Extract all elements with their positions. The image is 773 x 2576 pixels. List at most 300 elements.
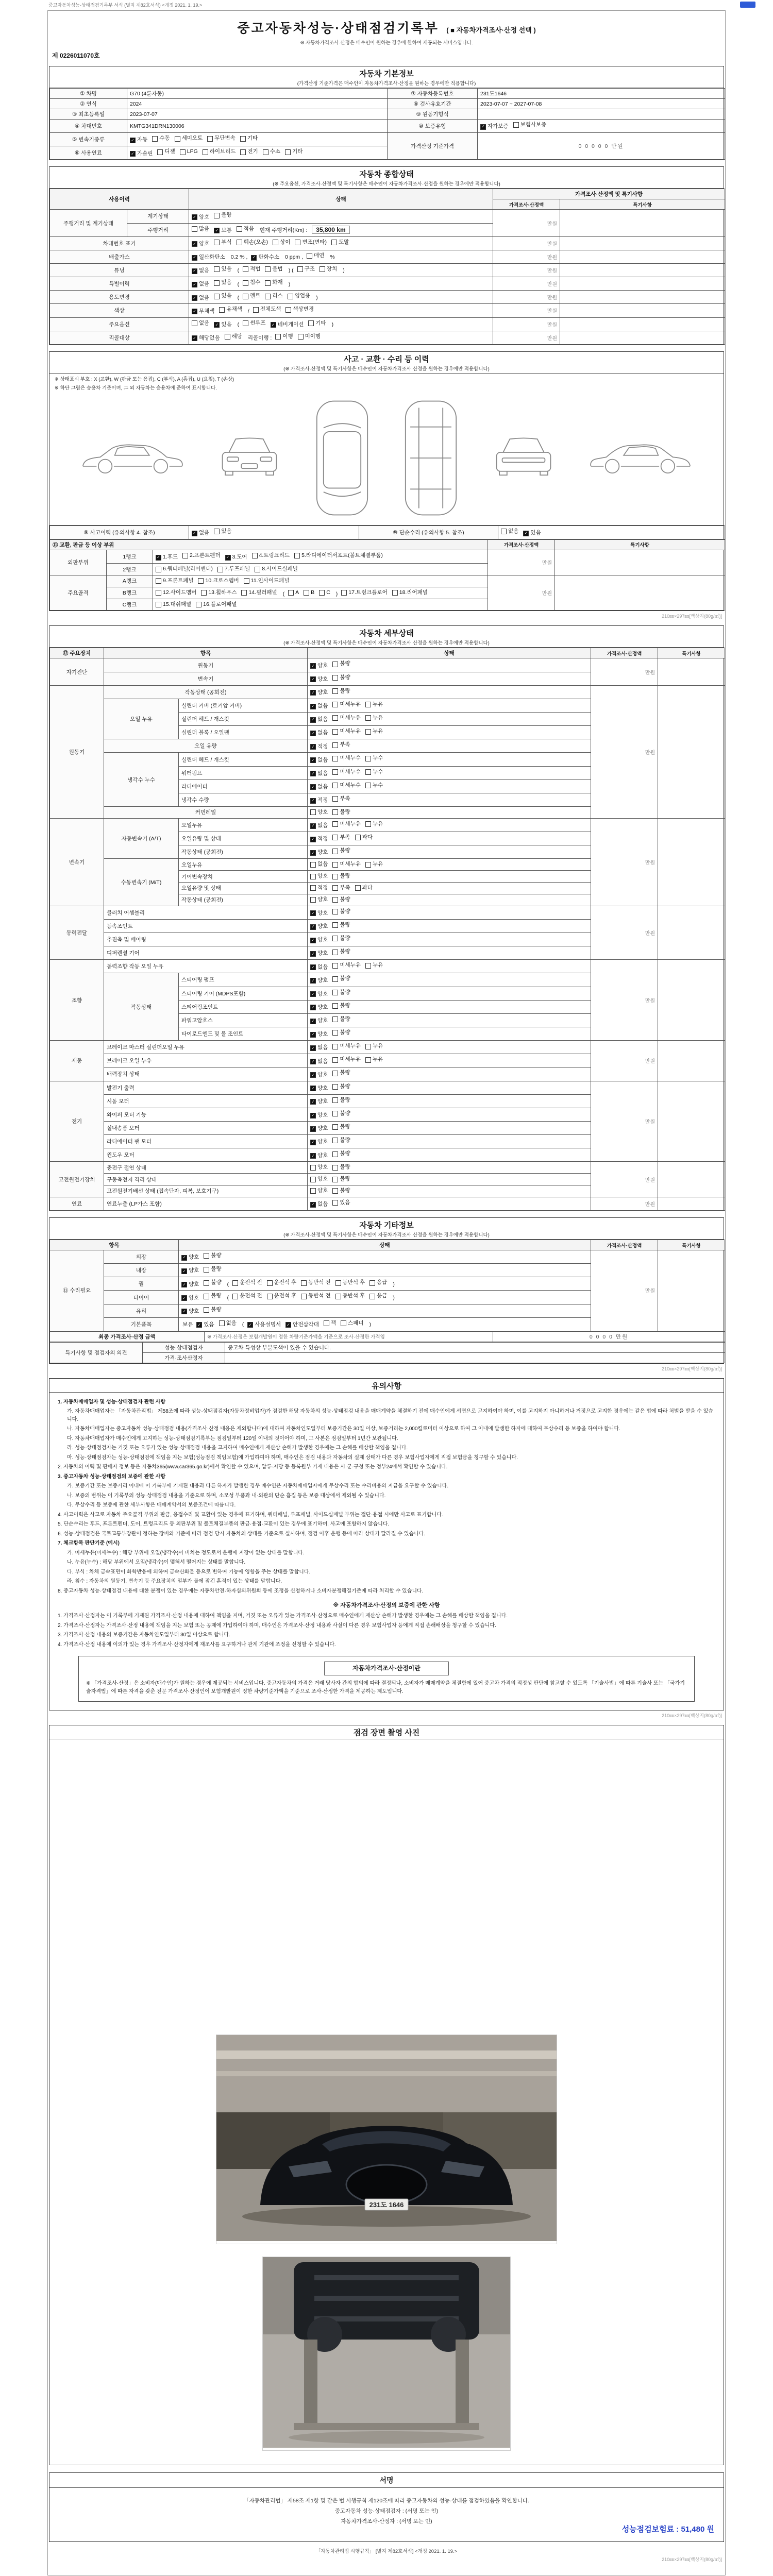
checkbox-unchecked[interactable]: 불량	[332, 1109, 350, 1118]
checkbox-unchecked[interactable]: 없음	[501, 527, 518, 536]
checkbox-checked[interactable]: ✓ 없음	[192, 529, 209, 538]
cell: 만원	[493, 291, 560, 304]
checkbox-unchecked[interactable]: 미이행	[298, 332, 321, 342]
checkbox-unchecked[interactable]: 불량	[332, 1136, 350, 1145]
checkbox-unchecked[interactable]: 미세누유	[332, 714, 361, 723]
checkbox-unchecked[interactable]: 부족	[332, 794, 350, 804]
checkbox-checked[interactable]: ✓ 양호	[310, 1016, 328, 1026]
checkbox-unchecked[interactable]: 부식	[214, 238, 231, 247]
cell: 색상	[50, 304, 189, 317]
checkbox-unchecked[interactable]: 7.루프패널	[217, 565, 250, 574]
cell: 실린더 헤드 / 개스킷	[179, 753, 308, 766]
cell	[308, 960, 591, 973]
cell	[658, 818, 725, 906]
checkbox-unchecked[interactable]: 누유	[365, 727, 383, 736]
checkbox-unchecked[interactable]: B	[304, 588, 314, 598]
checkbox-unchecked[interactable]: 썬루프	[243, 319, 265, 328]
checkbox-unchecked[interactable]: 세미오토	[175, 134, 203, 143]
checkbox-unchecked[interactable]: 미세누수	[332, 768, 361, 777]
checkbox-unchecked[interactable]: 누유	[365, 1042, 383, 1051]
checkbox-unchecked[interactable]: 부족	[332, 884, 350, 893]
checkbox-unchecked[interactable]: 불량	[332, 1069, 350, 1078]
checkbox-unchecked[interactable]: 부족	[332, 740, 350, 750]
checkbox-unchecked[interactable]: 이행	[275, 332, 293, 342]
checkbox-checked[interactable]: ✓ 적정	[310, 742, 328, 752]
checkbox-checked[interactable]: ✓ 사용설명서	[247, 1320, 281, 1330]
checkbox-unchecked[interactable]: 6.쿼터패널(리어펜더)	[156, 565, 213, 574]
note-line: 가. 미세누유(미세누수) : 해당 부위에 오일(냉각수)이 비치는 정도로서 운행에 지장이 없는 상태를 말합니다.	[67, 1550, 305, 1556]
checkbox-unchecked[interactable]: 11.인사이드패널	[244, 577, 290, 586]
checkbox-unchecked[interactable]: 9.프론트패널	[156, 577, 193, 586]
checkbox-unchecked[interactable]: 동반석 전	[301, 1278, 331, 1287]
checkbox-checked[interactable]: ✓ 네비게이션	[271, 320, 304, 330]
cell	[478, 109, 725, 120]
checkbox-unchecked[interactable]: 해당	[225, 332, 242, 342]
checkbox-unchecked[interactable]: 수동	[152, 134, 170, 143]
checkbox-unchecked[interactable]: 누유	[365, 1055, 383, 1064]
checkbox-unchecked[interactable]: 변조(변타)	[295, 238, 327, 247]
checkbox-checked[interactable]: ✓ 있음	[214, 320, 231, 330]
checkbox-unchecked[interactable]: 불량	[332, 934, 350, 943]
checkbox-unchecked[interactable]: 도말	[331, 238, 349, 247]
cell: 배력장치 상태	[104, 1067, 308, 1081]
note-line: 다. 무상수리 등 보증에 관한 세부사항은 매매계약서의 보증조건에 따릅니다.	[67, 1502, 236, 1509]
checkbox-unchecked[interactable]: 스패너	[341, 1319, 363, 1328]
car-top-diagram	[311, 398, 374, 518]
checkbox-checked[interactable]: ✓ 안전삼각대	[285, 1320, 319, 1330]
checkbox-unchecked[interactable]: 불량	[214, 211, 231, 220]
checkbox-unchecked[interactable]: 불량	[332, 988, 350, 997]
checkbox-unchecked[interactable]: 있음	[332, 1198, 350, 1208]
cell	[189, 291, 493, 304]
cell: 연료	[50, 1197, 104, 1210]
text-fragment: 0 ppm ,	[285, 254, 304, 261]
checkbox-unchecked[interactable]: 운전석 후	[267, 1292, 297, 1301]
cell	[658, 1162, 725, 1197]
cell: 유리	[104, 1304, 179, 1317]
cell: 스티어링 기어 (MDPS포함)	[179, 987, 308, 1000]
checkbox-unchecked[interactable]: 양호	[310, 872, 328, 881]
cell: ⑩ 단순수리 (유의사항 5. 참조)	[359, 526, 498, 539]
header-cell: 항목	[104, 648, 308, 658]
checkbox-unchecked[interactable]: 있음	[214, 292, 231, 301]
cell	[308, 753, 591, 766]
checkbox-unchecked[interactable]: 전기	[240, 147, 258, 157]
cell: ⑬ 수리필요	[50, 1250, 104, 1331]
checkbox-unchecked[interactable]: 누유	[365, 961, 383, 970]
final-price-table	[49, 1331, 725, 1342]
inspection-insurance-fee: 성능점검보험료 : 51,480 원	[621, 2525, 714, 2534]
checkbox-checked[interactable]: ✓ 양호	[310, 848, 328, 857]
cell	[560, 304, 725, 317]
checkbox-unchecked[interactable]: 불량	[332, 872, 350, 881]
checkbox-unchecked[interactable]: 구조	[297, 265, 315, 274]
checkbox-checked[interactable]: ✓ 양호	[192, 213, 209, 222]
checkbox-unchecked[interactable]: 불량	[332, 1163, 350, 1172]
text-fragment: )	[369, 1321, 371, 1328]
checkbox-unchecked[interactable]: 5.라디에이터서포트(볼트체결부품)	[294, 551, 383, 561]
cell	[560, 250, 725, 263]
checkbox-unchecked[interactable]: 없음	[219, 1319, 237, 1328]
header-cell: 가격조사·산정액	[591, 1240, 658, 1250]
cell	[153, 564, 488, 575]
checkbox-unchecked[interactable]: 불량	[332, 1175, 350, 1184]
checkbox-unchecked[interactable]: 양호	[310, 808, 328, 817]
paper-size-mark: 210㎜×297㎜[백상지(80g/㎡)]	[662, 614, 722, 619]
cell: 오일누유	[179, 818, 308, 832]
checkbox-unchecked[interactable]: 불법	[265, 265, 282, 274]
checkbox-checked[interactable]: ✓ 없음	[310, 1057, 328, 1066]
cell: 만원	[591, 1041, 658, 1081]
checkbox-unchecked[interactable]: 있음	[214, 278, 231, 287]
detail-state-table	[49, 648, 725, 1211]
cell: 원동기	[104, 658, 308, 672]
checkbox-checked[interactable]: ✓ 양호	[181, 1253, 199, 1262]
header-cell: ⑫ 주요장치	[50, 648, 104, 658]
checkbox-unchecked[interactable]: 13.휠하우스	[201, 588, 237, 598]
checkbox-checked[interactable]: ✓ 자동	[130, 135, 147, 145]
cell: 윈도우 모터	[104, 1148, 308, 1162]
checkbox-unchecked[interactable]: 불량	[332, 907, 350, 917]
checkbox-checked[interactable]: ✓ 양호	[181, 1294, 199, 1303]
checkbox-unchecked[interactable]: 불량	[332, 1028, 350, 1038]
notices-section	[49, 1378, 724, 1710]
checkbox-unchecked[interactable]: 불량	[332, 687, 350, 696]
checkbox-unchecked[interactable]: 12.사이드멤버	[156, 588, 196, 598]
checkbox-checked[interactable]: ✓ 양호	[310, 1084, 328, 1093]
checkbox-unchecked[interactable]: 불량	[332, 1096, 350, 1105]
checkbox-unchecked[interactable]: 누수	[365, 768, 383, 777]
checkbox-unchecked[interactable]: 불량	[332, 1082, 350, 1092]
checkbox-checked[interactable]: ✓ 없음	[192, 294, 209, 303]
checkbox-unchecked[interactable]: 기타	[285, 147, 303, 157]
cell	[189, 304, 493, 317]
checkbox-unchecked[interactable]: 미세누유	[332, 700, 361, 709]
checkbox-unchecked[interactable]: 미세누수	[332, 754, 361, 763]
cell	[560, 236, 725, 250]
checkbox-checked[interactable]: ✓ 양호	[310, 662, 328, 671]
checkbox-checked[interactable]: ✓ 양호	[310, 949, 328, 958]
checkbox-checked[interactable]: ✓ 양호	[181, 1307, 199, 1316]
checkbox-unchecked[interactable]: C	[319, 588, 330, 598]
text-fragment: 0.2 % ,	[230, 254, 248, 261]
checkbox-unchecked[interactable]: 불량	[332, 659, 350, 669]
checkbox-checked[interactable]: ✓ 양호	[310, 1030, 328, 1039]
checkbox-unchecked[interactable]: 17.트렁크플로어	[341, 588, 387, 598]
checkbox-checked[interactable]: ✓ 양호	[310, 990, 328, 999]
checkbox-unchecked[interactable]: 누수	[365, 781, 383, 790]
checkbox-unchecked[interactable]: 응급	[369, 1292, 387, 1301]
checkbox-unchecked[interactable]: 불량	[204, 1306, 221, 1315]
checkbox-checked[interactable]: ✓ 양호	[181, 1266, 199, 1276]
report-sheet	[47, 10, 726, 2575]
checkbox-checked[interactable]: ✓ 양호	[310, 675, 328, 684]
checkbox-unchecked[interactable]: 누유	[365, 820, 383, 829]
checkbox-unchecked[interactable]: 불량	[332, 1015, 350, 1024]
checkbox-unchecked[interactable]: 불량	[332, 808, 350, 817]
checkbox-checked[interactable]: ✓ 없음	[310, 756, 328, 765]
checkbox-unchecked[interactable]: 운전석 전	[232, 1292, 262, 1301]
checkbox-checked[interactable]: ✓ 양호	[310, 1124, 328, 1133]
checkbox-unchecked[interactable]: 14.필러패널	[241, 588, 277, 598]
cell: 고전원전기장치	[50, 1162, 104, 1197]
checkbox-unchecked[interactable]: 과다	[355, 884, 373, 893]
cell: 라디에이터 팬 모터	[104, 1135, 308, 1148]
checkbox-unchecked[interactable]: 10.크로스멤버	[198, 577, 239, 586]
checkbox-unchecked[interactable]: 많음	[192, 225, 209, 234]
cell: B랭크	[107, 587, 153, 599]
checkbox-checked[interactable]: ✓ 탄화수소	[251, 253, 279, 262]
cell: 내장	[104, 1264, 179, 1277]
checkbox-unchecked[interactable]: 부족	[332, 833, 350, 842]
checkbox-unchecked[interactable]: 미세누유	[332, 727, 361, 736]
checkbox-unchecked[interactable]: A	[288, 588, 299, 598]
checkbox-unchecked[interactable]: 무단변속	[207, 134, 236, 143]
checkbox-unchecked[interactable]: 동반석 후	[335, 1292, 365, 1301]
checkbox-unchecked[interactable]: 불량	[332, 921, 350, 930]
checkbox-unchecked[interactable]: 리스	[265, 292, 282, 301]
checkbox-unchecked[interactable]: 장치	[320, 265, 337, 274]
overall-state-table	[49, 189, 725, 344]
checkbox-unchecked[interactable]: 불량	[332, 1002, 350, 1011]
checkbox-checked[interactable]: ✓ 없음	[310, 769, 328, 778]
checkbox-checked[interactable]: ✓ 있음	[523, 529, 541, 538]
cell: 2024	[127, 99, 388, 109]
checkbox-unchecked[interactable]: 2.프론트펜더	[182, 551, 220, 561]
cell: ⑧ 검사유효기간	[388, 99, 478, 109]
checkbox-checked[interactable]: ✓ 양호	[310, 1111, 328, 1120]
checkbox-unchecked[interactable]: 적음	[237, 225, 254, 234]
checkbox-unchecked[interactable]: 불량	[204, 1278, 221, 1287]
checkbox-unchecked[interactable]: 불량	[332, 846, 350, 856]
checkbox-unchecked[interactable]: 불량	[204, 1251, 221, 1261]
cell: 만원	[591, 658, 658, 685]
checkbox-unchecked[interactable]: 누유	[365, 700, 383, 709]
checkbox-unchecked[interactable]: 적법	[243, 265, 260, 274]
checkbox-unchecked[interactable]: 불량	[332, 1123, 350, 1132]
cell: 리콜대상	[50, 331, 189, 344]
section-title: 자동차 세부상태	[359, 629, 414, 638]
checkbox-unchecked[interactable]: 불량	[332, 1149, 350, 1159]
checkbox-unchecked[interactable]: 있음	[214, 265, 231, 274]
checkbox-unchecked[interactable]: 15.대쉬패널	[156, 600, 191, 609]
signature-section	[49, 2472, 724, 2542]
section-title: 자동차 기타정보	[359, 1221, 414, 1230]
checkbox-checked[interactable]: ✓ 없음	[192, 266, 209, 276]
cell	[308, 946, 591, 960]
checkbox-checked[interactable]: ✓ 해당없음	[192, 334, 220, 343]
cell: 만원	[591, 1162, 658, 1197]
checkbox-unchecked[interactable]: 미세누수	[332, 781, 361, 790]
checkbox-unchecked[interactable]: 미세누유	[332, 1055, 361, 1064]
checkbox-unchecked[interactable]: 영업용	[288, 292, 310, 301]
checkbox-unchecked[interactable]: 동반석 전	[301, 1292, 331, 1301]
note-line: 라. 침수 : 자동차의 원동기, 변속기 등 주요장치의 일부가 물에 잠긴 흔적이 있는 상태를 말합니다.	[67, 1579, 282, 1585]
checkbox-unchecked[interactable]: 유채색	[219, 305, 242, 314]
checkbox-unchecked[interactable]: 하이브리드	[203, 147, 236, 157]
cell	[308, 906, 591, 919]
checkbox-checked[interactable]: ✓ 없음	[310, 1200, 328, 1209]
checkbox-unchecked[interactable]: 미세누유	[332, 820, 361, 829]
basic-info-table	[49, 88, 725, 160]
checkbox-checked[interactable]: ✓ 없음	[310, 963, 328, 972]
checkbox-unchecked[interactable]: 양호	[310, 895, 328, 905]
cell: ※ 가격조사·산정은 보험개발원이 정한 차량기준가액을 기준으로 조사·산정한 가격임	[205, 1331, 493, 1342]
note-line: 4. 사고이력은 사고로 자동차 주요골격 부위의 판금, 용접수리 및 교환이 있는 경우에 표기하며, 쿼터패널, 루프패널, 사이드실패널 부위는 절단·용접 시에만 사고로 표기합니다.	[58, 1512, 443, 1518]
text-fragment: 35,800 km	[312, 226, 349, 234]
cell	[189, 250, 493, 263]
checkbox-checked[interactable]: ✓ 양호	[310, 1071, 328, 1080]
text-fragment: ) (	[288, 267, 294, 274]
cell	[308, 739, 591, 753]
license-plate-text: 231도 1646	[369, 2201, 404, 2209]
checkbox-unchecked[interactable]: 운전석 후	[267, 1278, 297, 1287]
checkbox-unchecked[interactable]: 훼손(오손)	[237, 238, 268, 247]
note-line: 6. 성능·상태점검은 국토교통부장관이 정하는 장비와 기준에 따라 점검 당시 자동차의 상태를 기준으로 실시하며, 점검 이후 운행 등에 따라 상태가 달라질 수 있습니다.	[58, 1531, 426, 1537]
checkbox-checked[interactable]: ✓ 양호	[310, 922, 328, 931]
checkbox-checked[interactable]: ✓ 적정	[310, 835, 328, 844]
cell	[153, 550, 488, 563]
checkbox-checked[interactable]: ✓ 양호	[310, 688, 328, 698]
cell: C랭크	[107, 599, 153, 611]
note-line: 5. 단순수리는 후드, 프론트펜더, 도어, 트렁크리드 등 외판부위 및 볼트체결부품의 판금·용접·교환이 있는 경우에 표기하며, 사고에 포함하지 않습니다.	[58, 1521, 390, 1528]
checkbox-unchecked[interactable]: 잭	[324, 1319, 336, 1328]
checkbox-unchecked[interactable]: 양호	[310, 1163, 328, 1172]
checkbox-unchecked[interactable]: 미세누유	[332, 961, 361, 970]
checkbox-checked[interactable]: ✓ 일산화탄소	[192, 253, 225, 262]
checkbox-checked[interactable]: ✓ 보통	[214, 226, 231, 235]
checkbox-checked[interactable]: ✓ 없음	[310, 783, 328, 792]
checkbox-checked[interactable]: ✓ 3.도어	[225, 553, 247, 562]
checkbox-checked[interactable]: ✓ 양호	[310, 936, 328, 945]
note-line: 4. 가격조사·산정 내용에 이의가 있는 경우 가격조사·산정자에게 재조사를 요구하거나 관계 기관에 조정을 신청할 수 있습니다.	[58, 1641, 336, 1648]
checkbox-checked[interactable]: ✓ 있음	[196, 1320, 214, 1330]
checkbox-unchecked[interactable]: 불량	[332, 974, 350, 984]
checkbox-unchecked[interactable]: 보험사보증	[513, 121, 547, 130]
checkbox-unchecked[interactable]: 응급	[369, 1278, 387, 1287]
checkbox-checked[interactable]: ✓ 적정	[310, 796, 328, 805]
cell: ⑨ 사고이력 (유의사항 4. 참조)	[50, 526, 189, 539]
text-fragment: /	[247, 308, 249, 314]
report-title: 중고자동차성능·상태점검기록부	[237, 21, 439, 36]
cell: 연료누출 (LP가스 포함)	[104, 1197, 308, 1210]
checkbox-unchecked[interactable]: 불량	[332, 947, 350, 957]
checkbox-checked[interactable]: ✓ 양호	[310, 976, 328, 986]
checkbox-checked[interactable]: ✓ 없음	[310, 728, 328, 738]
checkbox-unchecked[interactable]: 색상변경	[285, 305, 314, 314]
checkbox-checked[interactable]: ✓ 양호	[310, 1151, 328, 1161]
checkbox-checked[interactable]: ✓ 양호	[310, 1138, 328, 1147]
checkbox-unchecked[interactable]: 기타	[308, 319, 326, 328]
checkbox-unchecked[interactable]: 미세누유	[332, 860, 361, 869]
checkbox-unchecked[interactable]: 수소	[263, 147, 280, 157]
checkbox-unchecked[interactable]: 전체도색	[253, 305, 281, 314]
cell	[179, 1317, 591, 1331]
corner-badge[interactable]	[740, 2, 755, 8]
checkbox-unchecked[interactable]: 운전석 전	[232, 1278, 262, 1287]
checkbox-unchecked[interactable]: 누수	[365, 754, 383, 763]
checkbox-unchecked[interactable]: 양호	[310, 1175, 328, 1184]
text-fragment: (	[242, 1321, 244, 1328]
section-note: (※ 가격조사·산정액 및 특기사항은 매수인이 자동차가격조사·산정을 원하는 경우에만 적용합니다)	[283, 366, 490, 372]
checkbox-checked[interactable]: ✓ 없음	[310, 715, 328, 724]
checkbox-checked[interactable]: ✓ 자가보증	[480, 122, 509, 131]
checkbox-checked[interactable]: ✓ 없음	[310, 1043, 328, 1053]
checkbox-unchecked[interactable]: 있음	[214, 527, 231, 536]
cell	[658, 685, 725, 818]
cell	[555, 575, 725, 611]
checkbox-checked[interactable]: ✓ 없음	[192, 280, 209, 289]
checkbox-checked[interactable]: ✓ 양호	[192, 240, 209, 249]
checkbox-checked[interactable]: ✓ 1.후드	[156, 553, 178, 562]
checkbox-checked[interactable]: ✓ 양호	[181, 1280, 199, 1290]
checkbox-checked[interactable]: ✓ 양호	[310, 909, 328, 918]
footer-form-reference: 「자동차관리법 시행규칙」 [별지 제82호서식] <개정 2021. 1. 19.>	[315, 2549, 458, 2554]
checkbox-unchecked[interactable]: 침수	[243, 278, 260, 287]
notices-list	[58, 1398, 715, 1596]
checkbox-unchecked[interactable]: 누유	[365, 860, 383, 869]
checkbox-unchecked[interactable]: 화재	[265, 278, 282, 287]
checkbox-unchecked[interactable]: 불량	[332, 895, 350, 905]
cell	[179, 1264, 591, 1277]
checkbox-unchecked[interactable]: 불량	[332, 1187, 350, 1196]
panel-replacement-table	[49, 539, 725, 611]
checkbox-unchecked[interactable]: 없음	[192, 319, 209, 328]
cell: 라디에이터	[179, 779, 308, 793]
checkbox-unchecked[interactable]: 없음	[310, 860, 328, 869]
cell	[308, 1067, 591, 1081]
cell: 0 0 0 0 만원	[493, 1331, 725, 1342]
checkbox-checked[interactable]: ✓ 없음	[310, 821, 328, 831]
cell: 만원	[591, 685, 658, 818]
checkbox-unchecked[interactable]: 불량	[332, 673, 350, 683]
checkbox-checked[interactable]: ✓ 없음	[310, 702, 328, 711]
checkbox-checked[interactable]: ✓ 무채색	[192, 307, 214, 316]
checkbox-unchecked[interactable]: 동반석 후	[335, 1278, 365, 1287]
checkbox-unchecked[interactable]: 16.플로어패널	[196, 600, 237, 609]
checkbox-unchecked[interactable]: 미세누유	[332, 1042, 361, 1051]
cell: KMTG341DRN130006	[127, 120, 388, 133]
photos-section	[49, 1725, 724, 2465]
checkbox-checked[interactable]: ✓ 양호	[310, 1003, 328, 1012]
inspector-opinion-table	[49, 1342, 725, 1363]
checkbox-unchecked[interactable]: 8.사이드실패널	[255, 565, 298, 574]
checkbox-unchecked[interactable]: 기타	[240, 134, 258, 143]
checkbox-unchecked[interactable]: 렌트	[243, 292, 260, 301]
cell: ④ 차대번호	[50, 120, 127, 133]
checkbox-unchecked[interactable]: 적정	[310, 884, 328, 893]
checkbox-unchecked[interactable]: 양호	[310, 1187, 328, 1196]
checkbox-unchecked[interactable]: 디젤	[157, 147, 175, 157]
checkbox-unchecked[interactable]: 과다	[355, 833, 373, 842]
cell: 튜닝	[50, 263, 189, 277]
checkbox-unchecked[interactable]: 상이	[273, 238, 290, 247]
checkbox-checked[interactable]: ✓ 가솔린	[130, 149, 153, 159]
cell: ⑨ 원동기형식	[388, 109, 478, 120]
text-fragment: (	[237, 281, 240, 287]
checkbox-unchecked[interactable]: LPG	[180, 147, 198, 157]
checkbox-unchecked[interactable]: 매연	[307, 251, 324, 261]
photos-area	[49, 1739, 724, 2465]
checkbox-unchecked[interactable]: 18.리어패널	[392, 588, 428, 598]
checkbox-unchecked[interactable]: 불량	[204, 1292, 221, 1301]
checkbox-unchecked[interactable]: 불량	[204, 1265, 221, 1274]
section-title: 사고 · 교환 · 수리 등 이력	[344, 354, 429, 364]
cell	[308, 807, 591, 819]
checkbox-unchecked[interactable]: 4.트렁크리드	[252, 551, 290, 561]
checkbox-unchecked[interactable]: 누유	[365, 714, 383, 723]
checkbox-checked[interactable]: ✓ 양호	[310, 1097, 328, 1107]
